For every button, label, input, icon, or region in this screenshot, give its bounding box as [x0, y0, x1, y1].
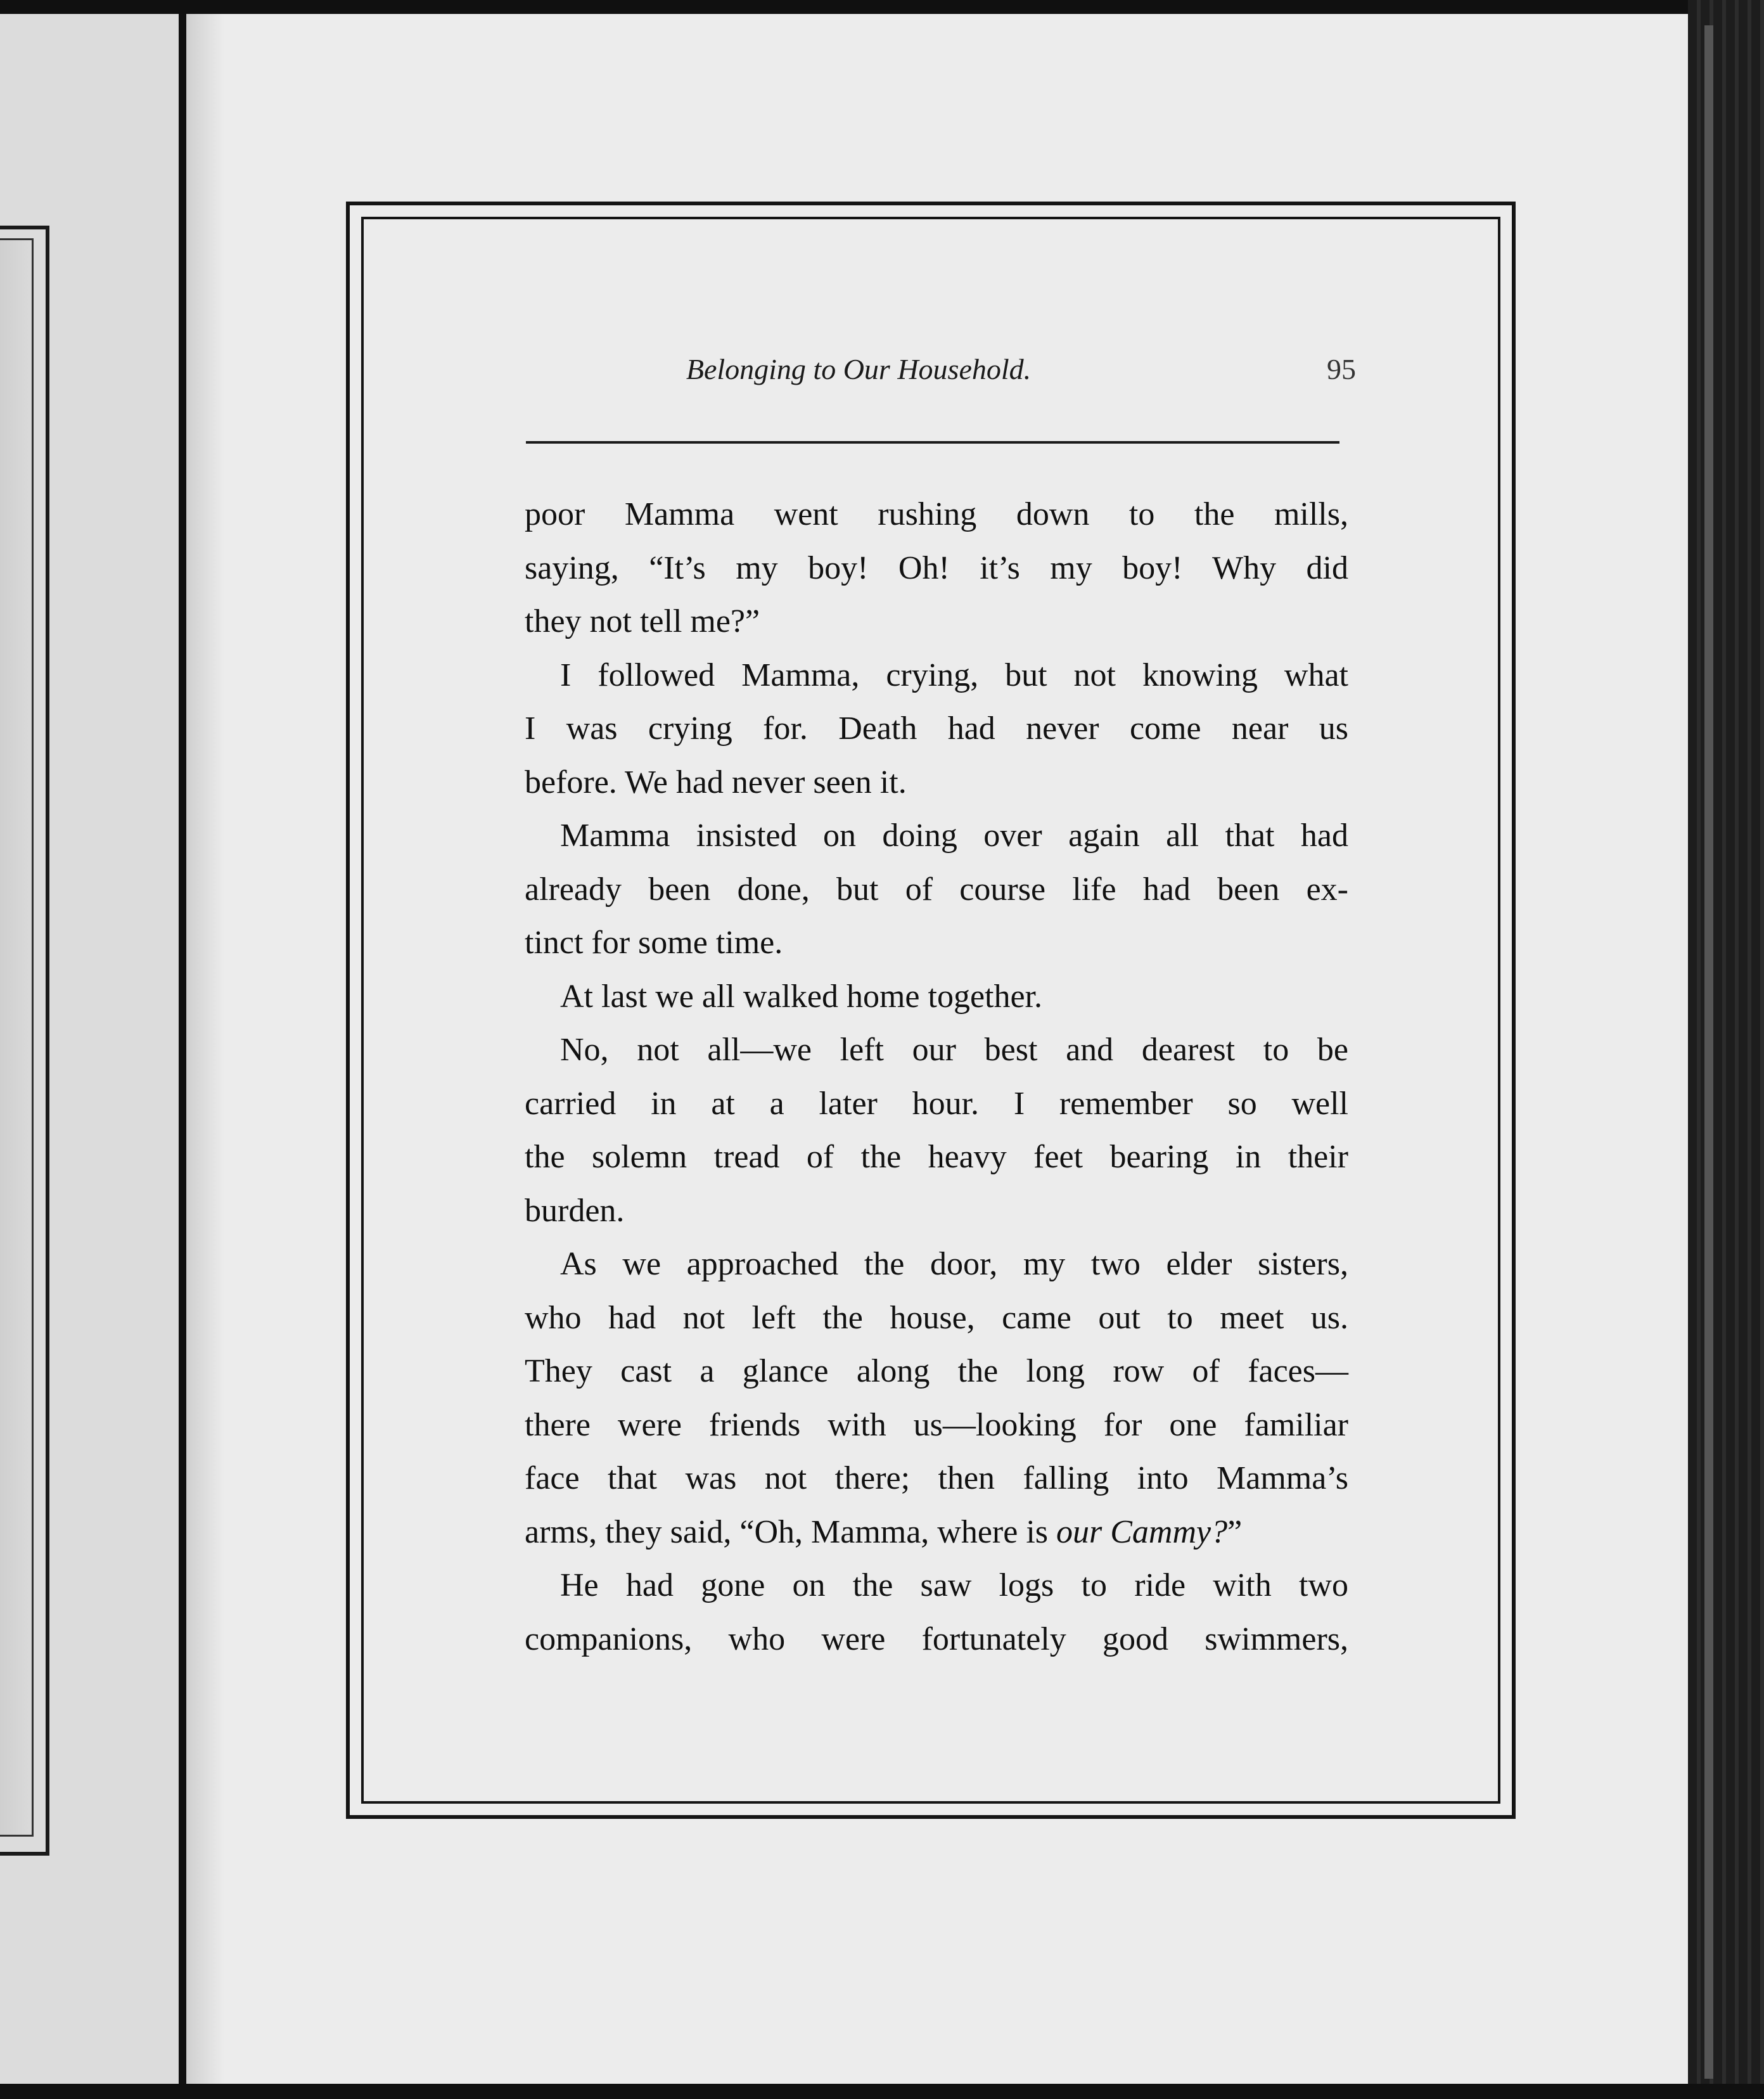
running-head: Belonging to Our Household. [686, 353, 1032, 385]
body-text [525, 488, 1348, 1666]
text-line: there were friends with us—looking for one familiar [525, 1406, 1348, 1443]
text-line: before. We had never seen it. [525, 764, 907, 800]
text-line: companions, who were fortunately good swimmers, [525, 1621, 1348, 1657]
text-segment: arms, they said, “Oh, Mamma, where is [525, 1513, 1049, 1550]
text-line: they not tell me?” [525, 603, 760, 639]
text-line: He had gone on the saw logs to ride with two [560, 1567, 1348, 1603]
book-fore-edge [1688, 0, 1764, 2099]
text-line: poor Mamma went rushing down to the mills, [525, 496, 1348, 532]
text-line: carried in at a later hour. I remember so well [525, 1085, 1348, 1122]
text-line: already been done, but of course life had been ex- [525, 871, 1348, 908]
text-line: saying, “It’s my boy! Oh! it’s my boy! Why did [525, 549, 1348, 586]
page-number: 95 [1327, 353, 1356, 385]
text-line: burden. [525, 1192, 625, 1229]
text-line: As we approached the door, my two elder sisters, [560, 1246, 1348, 1282]
left-page-frame-inner [0, 238, 34, 1837]
text-line: I was crying for. Death had never come near us [525, 710, 1348, 747]
scan-top-edge [0, 0, 1764, 14]
book-gutter [179, 14, 186, 2084]
text-line [525, 1506, 1348, 1560]
text-line: who had not left the house, came out to meet us. [525, 1299, 1348, 1336]
text-line: tinct for some time. [525, 925, 783, 961]
closing-quote: ” [1227, 1513, 1243, 1550]
text-line: the solemn tread of the heavy feet bearing in their [525, 1139, 1348, 1175]
text-line: face that was not there; then falling into Mamma’s [525, 1460, 1348, 1496]
italic-name: our Cammy? [1056, 1513, 1228, 1550]
scan-bottom-edge [0, 2084, 1764, 2099]
gutter-shadow [186, 14, 224, 2084]
text-line: Mamma insisted on doing over again all that had [560, 818, 1348, 854]
text-line: No, not all—we left our best and dearest to be [560, 1032, 1348, 1068]
text-line: I followed Mamma, crying, but not knowing what [560, 657, 1348, 693]
fore-edge-highlight [1704, 25, 1713, 2079]
header-rule [526, 441, 1339, 444]
text-line: They cast a glance along the long row of faces— [525, 1353, 1348, 1389]
text-line: At last we all walked home together. [560, 978, 1043, 1015]
